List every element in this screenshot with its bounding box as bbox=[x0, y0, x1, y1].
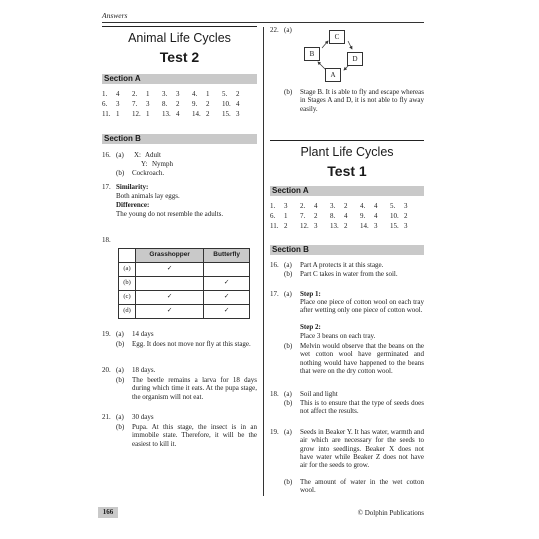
answer-value: 3 bbox=[314, 222, 318, 230]
answer-item bbox=[192, 100, 222, 110]
butterfly-cell: ✓ bbox=[204, 305, 250, 319]
answer-value: 2 bbox=[284, 222, 288, 230]
part-label: (b) bbox=[116, 340, 125, 348]
answer-item bbox=[222, 110, 252, 120]
butterfly-cell bbox=[204, 263, 250, 277]
answer-value: 2 bbox=[206, 110, 210, 118]
part-label: (b) bbox=[284, 478, 293, 486]
answer-item bbox=[360, 212, 390, 222]
part-label: (a) bbox=[284, 290, 292, 298]
answer-text: Part A protects it at this stage. bbox=[300, 261, 384, 269]
answer-number: 2. bbox=[132, 90, 138, 98]
answer-text bbox=[141, 160, 257, 168]
grasshopper-cell: ✓ bbox=[136, 305, 204, 319]
answer-item bbox=[360, 222, 390, 232]
answer-item bbox=[330, 222, 360, 232]
answer-number: 10. bbox=[222, 100, 231, 108]
answer-number: 7. bbox=[132, 100, 138, 108]
answer-item bbox=[390, 202, 420, 212]
answer-text: This is to ensure that the type of seeds does not affect the results. bbox=[300, 399, 424, 416]
test-title-animal bbox=[102, 26, 257, 65]
question-number: 19. bbox=[270, 428, 279, 436]
part-label: (a) bbox=[116, 151, 124, 159]
answer-number: 1. bbox=[270, 202, 276, 210]
answer-text: Egg. It does not move nor fly at this stage. bbox=[132, 340, 251, 348]
answer-number: 3. bbox=[162, 90, 168, 98]
answer-number: 9. bbox=[192, 100, 198, 108]
answer-number: 1. bbox=[102, 90, 108, 98]
answer-value: 3 bbox=[374, 222, 378, 230]
answer-item bbox=[192, 110, 222, 120]
question-number: 16. bbox=[270, 261, 279, 269]
section-b-header: Section B bbox=[270, 245, 424, 255]
table-header-butterfly: Butterfly bbox=[204, 249, 250, 263]
answer-number: 4. bbox=[360, 202, 366, 210]
question-number: 16. bbox=[102, 151, 111, 159]
answer-text: Part C takes in water from the soil. bbox=[300, 270, 398, 278]
answer-text: Melvin would observe that the beans on the wet cotton wool have germinated and nothing would have happened to the beans that were on the dry cotton wool. bbox=[300, 342, 424, 375]
label-y: Y: bbox=[141, 160, 148, 168]
answer-text bbox=[134, 151, 257, 159]
answer-value: 1 bbox=[284, 212, 288, 220]
answer-item bbox=[162, 110, 192, 120]
answer-item bbox=[222, 100, 252, 110]
answer-item bbox=[162, 100, 192, 110]
answer-number: 5. bbox=[222, 90, 228, 98]
question-number: 21. bbox=[102, 413, 111, 421]
copyright-notice: © Dolphin Publications bbox=[357, 509, 424, 517]
answer-number: 13. bbox=[162, 110, 171, 118]
step1-label: Step 1: bbox=[300, 290, 321, 298]
answer-number: 10. bbox=[390, 212, 399, 220]
table-corner bbox=[119, 249, 136, 263]
answer-item bbox=[270, 212, 300, 222]
test-title-line1: Animal Life Cycles bbox=[128, 31, 231, 45]
test-title-line1: Plant Life Cycles bbox=[300, 145, 394, 159]
answer-value: 2 bbox=[176, 100, 180, 108]
answer-item bbox=[360, 202, 390, 212]
answer-number: 6. bbox=[270, 212, 276, 220]
part-label: (a) bbox=[284, 26, 292, 34]
table-header-grasshopper: Grasshopper bbox=[136, 249, 204, 263]
section-a-header: Section A bbox=[270, 186, 424, 196]
answer-text: Soil and light bbox=[300, 390, 338, 398]
life-cycle-diagram bbox=[300, 28, 370, 82]
answer-number: 11. bbox=[102, 110, 111, 118]
answer-value: 2 bbox=[206, 100, 210, 108]
comparison-table bbox=[118, 248, 250, 319]
answer-number: 11. bbox=[270, 222, 279, 230]
question-number: 17. bbox=[270, 290, 279, 298]
answer-value: 3 bbox=[146, 100, 150, 108]
answer-item bbox=[192, 90, 222, 100]
answer-value: 4 bbox=[344, 212, 348, 220]
stage-node-d: D bbox=[347, 52, 363, 66]
answer-text: Pupa. At this stage, the insect is in an immobile state. Therefore, it will be the easiest to kill it. bbox=[132, 423, 257, 448]
answer-item bbox=[162, 90, 192, 100]
section-a-answers bbox=[270, 202, 424, 232]
answer-item bbox=[222, 90, 252, 100]
answer-item bbox=[270, 222, 300, 232]
answer-row bbox=[270, 222, 424, 232]
grasshopper-cell: ✓ bbox=[136, 291, 204, 305]
section-b-header: Section B bbox=[102, 134, 257, 144]
answer-item bbox=[300, 222, 330, 232]
answer-value: 4 bbox=[374, 212, 378, 220]
answer-number: 15. bbox=[222, 110, 231, 118]
row-label: (a) bbox=[119, 263, 136, 277]
difference-text: The young do not resemble the adults. bbox=[116, 210, 224, 218]
answer-text: 30 days bbox=[132, 413, 154, 421]
answer-value: 2 bbox=[344, 202, 348, 210]
part-label: (a) bbox=[284, 390, 292, 398]
part-label: (b) bbox=[284, 342, 293, 350]
answer-number: 7. bbox=[300, 212, 306, 220]
answer-text: The beetle remains a larva for 18 days during which time it eats. At the pupa stage, the organism will not eat. bbox=[132, 376, 257, 401]
answer-number: 14. bbox=[360, 222, 369, 230]
section-a-answers bbox=[102, 90, 257, 120]
answer-value: 2 bbox=[404, 212, 408, 220]
similarity-label: Similarity: bbox=[116, 183, 149, 191]
answer-text: Cockroach. bbox=[132, 169, 165, 177]
answer-row bbox=[102, 110, 257, 120]
page-number: 166 bbox=[98, 507, 118, 518]
test-title-line2: Test 1 bbox=[327, 163, 367, 179]
answer-number: 4. bbox=[192, 90, 198, 98]
similarity-text: Both animals lay eggs. bbox=[116, 192, 180, 200]
answer-item bbox=[390, 222, 420, 232]
answer-item bbox=[300, 202, 330, 212]
answer-value: 1 bbox=[146, 90, 150, 98]
answer-text: 14 days bbox=[132, 330, 154, 338]
test-title-line2: Test 2 bbox=[159, 49, 200, 65]
answer-number: 8. bbox=[330, 212, 336, 220]
part-label: (b) bbox=[116, 423, 125, 431]
answer-item bbox=[102, 90, 132, 100]
answer-value: 3 bbox=[284, 202, 288, 210]
row-label: (c) bbox=[119, 291, 136, 305]
answer-value: 2 bbox=[314, 212, 318, 220]
answer-value: 4 bbox=[236, 100, 240, 108]
test-title-plant bbox=[270, 140, 424, 179]
part-label: (a) bbox=[284, 428, 292, 436]
answer-row bbox=[102, 90, 257, 100]
part-label: (b) bbox=[284, 88, 293, 96]
answer-item bbox=[330, 212, 360, 222]
answer-value: 3 bbox=[236, 110, 240, 118]
question-number: 22. bbox=[270, 26, 279, 34]
answer-item bbox=[102, 110, 132, 120]
answer-value: 3 bbox=[176, 90, 180, 98]
part-label: (b) bbox=[284, 270, 293, 278]
value-x: Adult bbox=[145, 151, 161, 159]
grasshopper-cell: ✓ bbox=[136, 263, 204, 277]
answer-row bbox=[270, 202, 424, 212]
answer-number: 3. bbox=[330, 202, 336, 210]
answer-value: 1 bbox=[206, 90, 210, 98]
answer-item bbox=[132, 100, 162, 110]
difference-label: Difference: bbox=[116, 201, 150, 209]
table-row bbox=[119, 277, 250, 291]
answer-value: 1 bbox=[146, 110, 150, 118]
answer-number: 12. bbox=[300, 222, 309, 230]
answer-number: 9. bbox=[360, 212, 366, 220]
butterfly-cell: ✓ bbox=[204, 291, 250, 305]
stage-node-b: B bbox=[304, 47, 320, 61]
answer-item bbox=[390, 212, 420, 222]
question-number: 18. bbox=[270, 390, 279, 398]
answer-item bbox=[300, 212, 330, 222]
answer-item bbox=[270, 202, 300, 212]
step2-text: Place 3 beans on each tray. bbox=[300, 332, 376, 340]
row-label: (b) bbox=[119, 277, 136, 291]
answer-number: 5. bbox=[390, 202, 396, 210]
question-number: 18. bbox=[102, 236, 111, 244]
butterfly-cell: ✓ bbox=[204, 277, 250, 291]
answer-value: 3 bbox=[404, 222, 408, 230]
value-y: Nymph bbox=[152, 160, 173, 168]
answer-text: Stage B. It is able to fly and escape whereas in Stages A and D, it is not able to fly away easily. bbox=[300, 88, 424, 113]
answer-value: 2 bbox=[236, 90, 240, 98]
answer-number: 15. bbox=[390, 222, 399, 230]
answer-item bbox=[330, 202, 360, 212]
answer-number: 12. bbox=[132, 110, 141, 118]
column-divider bbox=[263, 27, 264, 496]
answer-value: 3 bbox=[404, 202, 408, 210]
answer-value: 1 bbox=[116, 110, 120, 118]
answer-item bbox=[102, 100, 132, 110]
table-row bbox=[119, 263, 250, 277]
step2-label: Step 2: bbox=[300, 323, 321, 331]
part-label: (a) bbox=[116, 413, 124, 421]
answer-value: 4 bbox=[176, 110, 180, 118]
answer-number: 14. bbox=[192, 110, 201, 118]
header-rule bbox=[102, 22, 424, 23]
stage-node-a: A bbox=[325, 68, 341, 82]
running-header: Answers bbox=[102, 11, 128, 20]
label-x: X: bbox=[134, 151, 141, 159]
answer-number: 2. bbox=[300, 202, 306, 210]
answer-item bbox=[132, 90, 162, 100]
answer-number: 13. bbox=[330, 222, 339, 230]
question-number: 20. bbox=[102, 366, 111, 374]
part-label: (b) bbox=[116, 376, 125, 384]
part-label: (a) bbox=[116, 330, 124, 338]
table-row bbox=[119, 291, 250, 305]
answer-text: 18 days. bbox=[132, 366, 156, 374]
question-number: 19. bbox=[102, 330, 111, 338]
grasshopper-cell bbox=[136, 277, 204, 291]
answer-number: 6. bbox=[102, 100, 108, 108]
part-label: (a) bbox=[284, 261, 292, 269]
row-label: (d) bbox=[119, 305, 136, 319]
table-row bbox=[119, 305, 250, 319]
part-label: (a) bbox=[116, 366, 124, 374]
part-label: (b) bbox=[116, 169, 125, 177]
answer-value: 4 bbox=[314, 202, 318, 210]
answer-row bbox=[270, 212, 424, 222]
answer-value: 4 bbox=[374, 202, 378, 210]
answer-value: 2 bbox=[344, 222, 348, 230]
question-number: 17. bbox=[102, 183, 111, 191]
answer-text: Seeds in Beaker Y. It has water, warmth and air which are necessary for the seeds to grow into seedlings. Beaker X does not have water while Beaker Z does not have air for the seeds to grow. bbox=[300, 428, 424, 470]
answer-item bbox=[132, 110, 162, 120]
answer-row bbox=[102, 100, 257, 110]
part-label: (b) bbox=[284, 399, 293, 407]
step1-text: Place one piece of cotton wool on each tray after wetting only one piece of cotton wool. bbox=[300, 298, 424, 315]
answer-value: 4 bbox=[116, 90, 120, 98]
answer-value: 3 bbox=[116, 100, 120, 108]
answer-number: 8. bbox=[162, 100, 168, 108]
section-a-header: Section A bbox=[102, 74, 257, 84]
answer-text: The amount of water in the wet cotton wool. bbox=[300, 478, 424, 495]
stage-node-c: C bbox=[329, 30, 345, 44]
